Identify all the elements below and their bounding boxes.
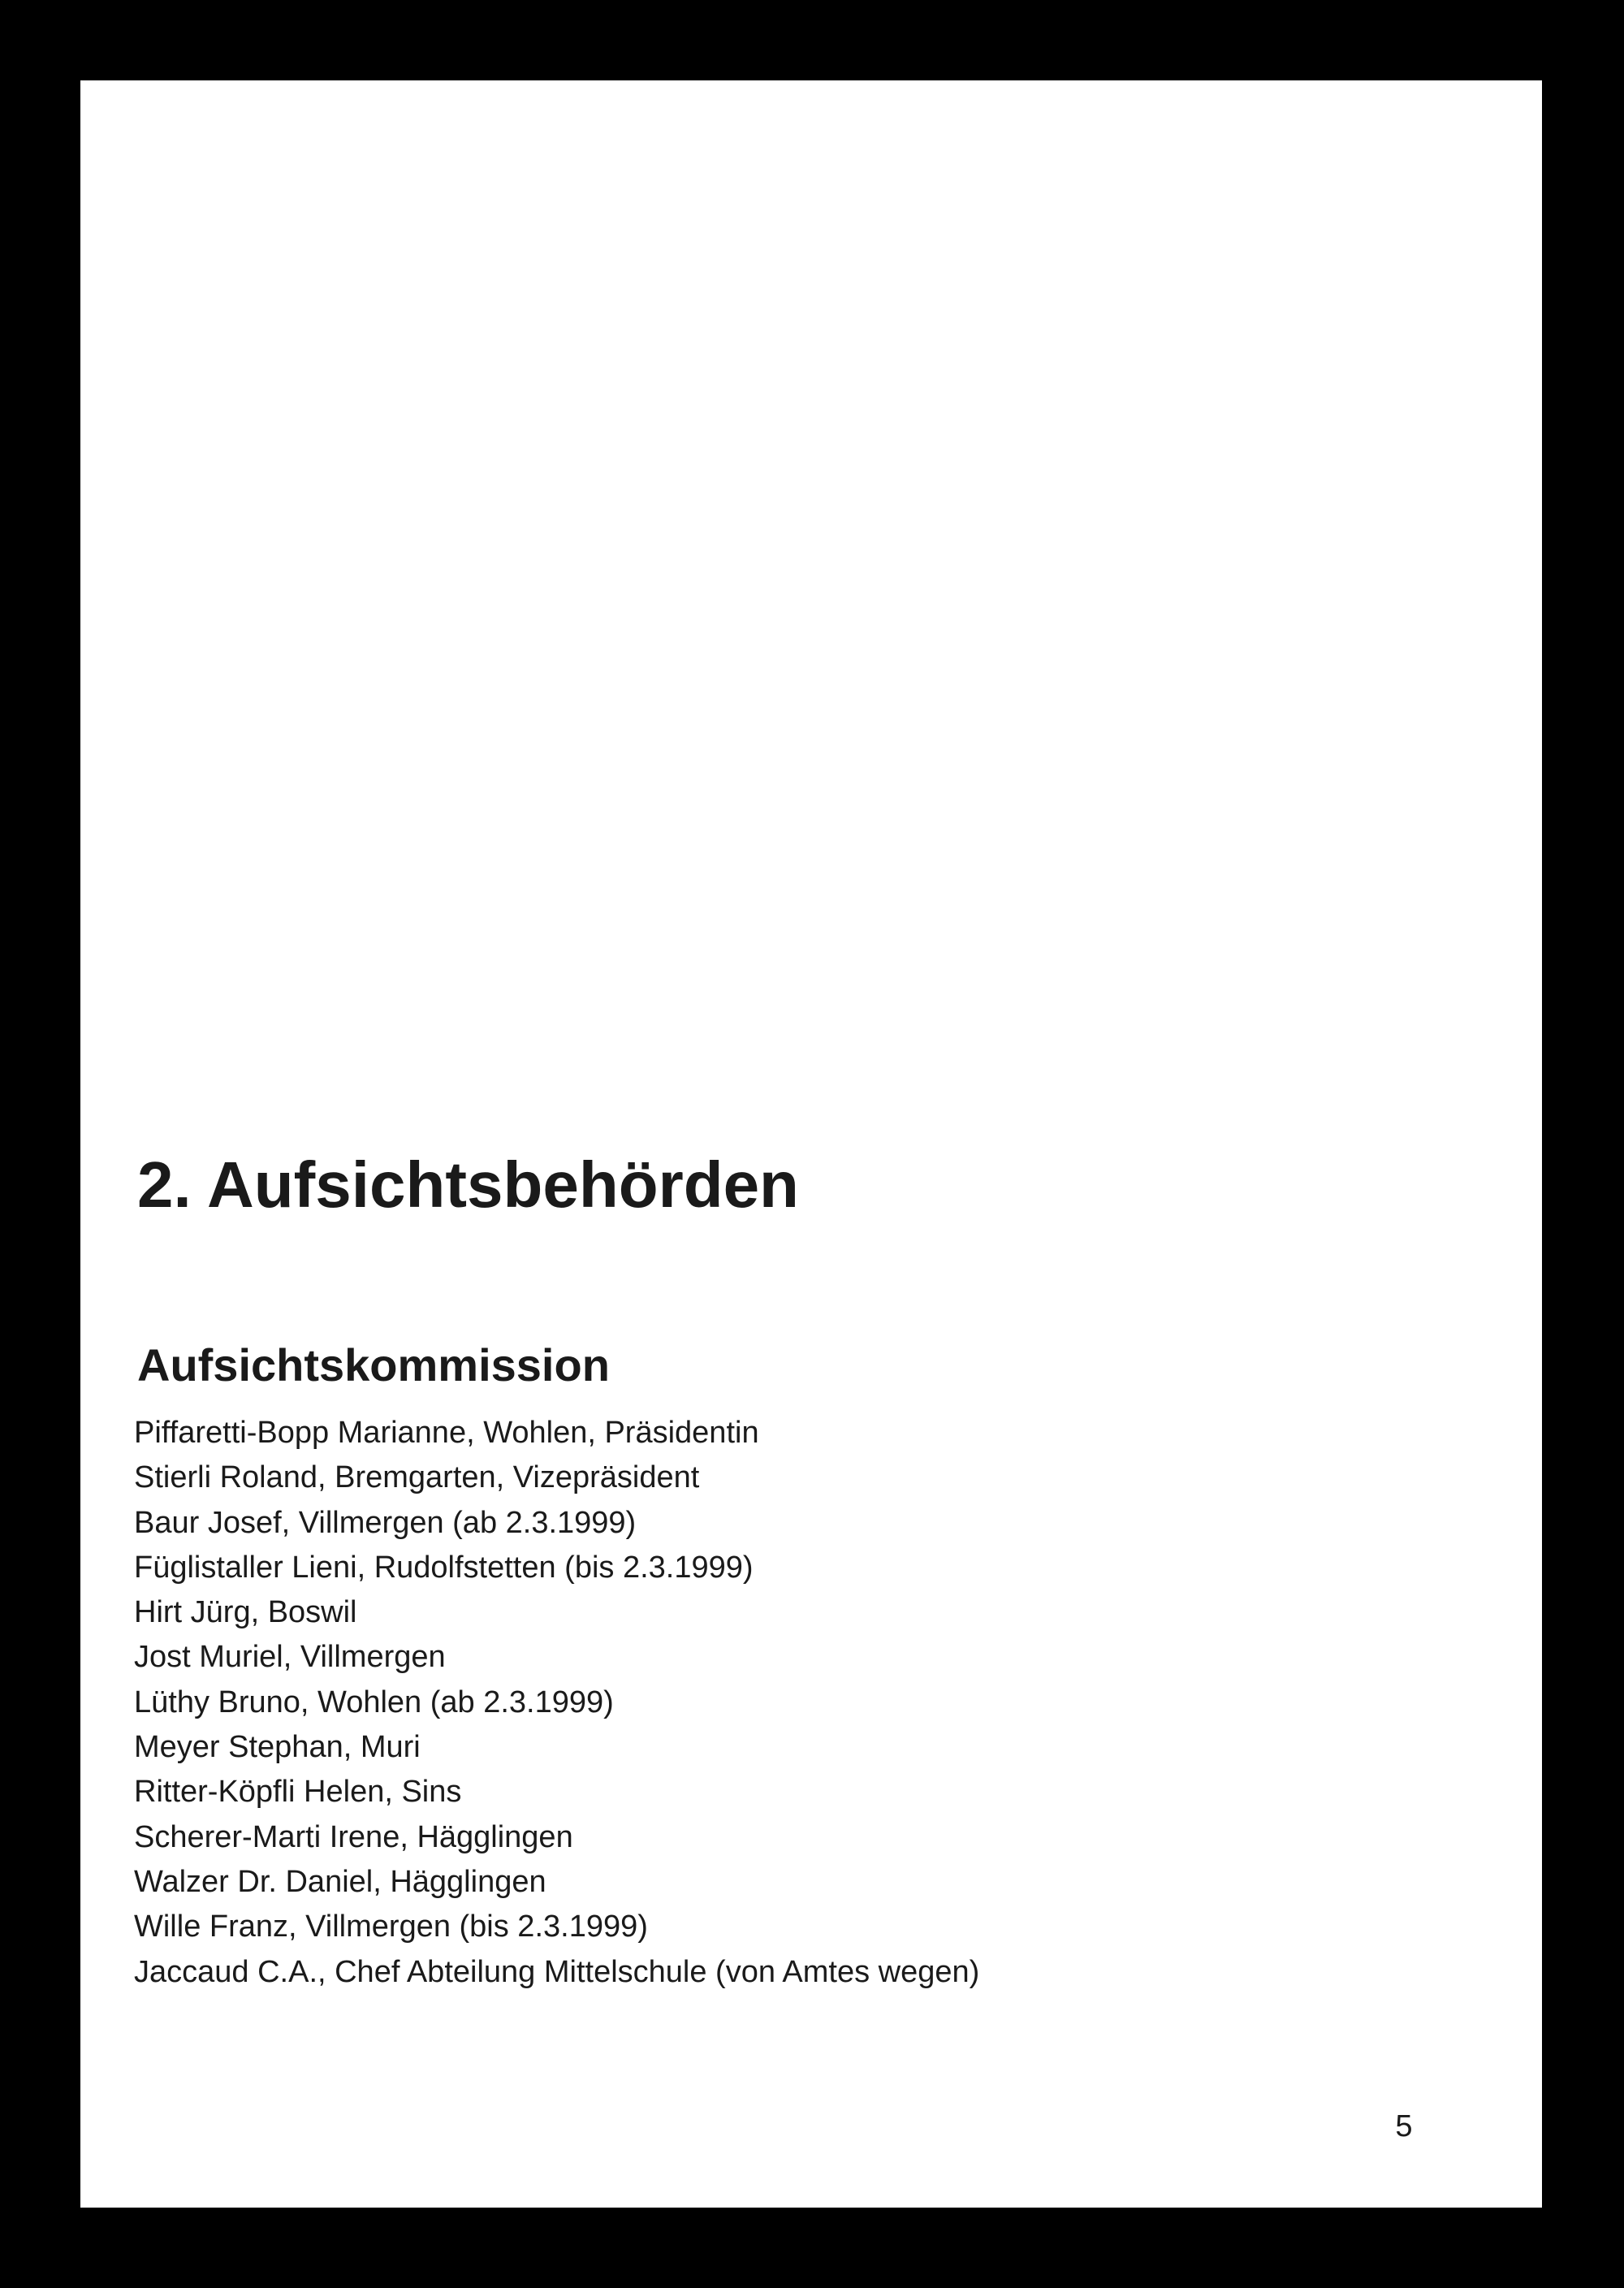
member-entry: Jost Muriel, Villmergen <box>134 1640 446 1675</box>
member-entry: Meyer Stephan, Muri <box>134 1730 421 1765</box>
page-number: 5 <box>1395 2109 1413 2143</box>
subsection-title: Aufsichtskommission <box>137 1339 610 1391</box>
member-list <box>134 1411 979 1995</box>
member-entry: Wille Franz, Villmergen (bis 2.3.1999) <box>134 1910 648 1944</box>
member-entry: Hirt Jürg, Boswil <box>134 1595 357 1630</box>
member-entry: Ritter-Köpfli Helen, Sins <box>134 1775 462 1810</box>
member-entry: Scherer-Marti Irene, Hägglingen <box>134 1819 573 1854</box>
document-page <box>80 80 1542 2208</box>
member-entry: Piffaretti-Bopp Marianne, Wohlen, Präsidentin <box>134 1416 759 1450</box>
member-entry: Jaccaud C.A., Chef Abteilung Mittelschule (von Amtes wegen) <box>134 1954 980 1989</box>
member-entry: Baur Josef, Villmergen (ab 2.3.1999) <box>134 1505 637 1540</box>
scan-edge-mark <box>1534 221 1542 223</box>
member-entry: Stierli Roland, Bremgarten, Vizepräsident <box>134 1460 700 1495</box>
section-title: 2. Aufsichtsbehörden <box>137 1148 799 1221</box>
member-entry: Lüthy Bruno, Wohlen (ab 2.3.1999) <box>134 1685 614 1719</box>
member-entry: Walzer Dr. Daniel, Hägglingen <box>134 1864 546 1899</box>
member-entry: Füglistaller Lieni, Rudolfstetten (bis 2.3.1999) <box>134 1550 754 1585</box>
